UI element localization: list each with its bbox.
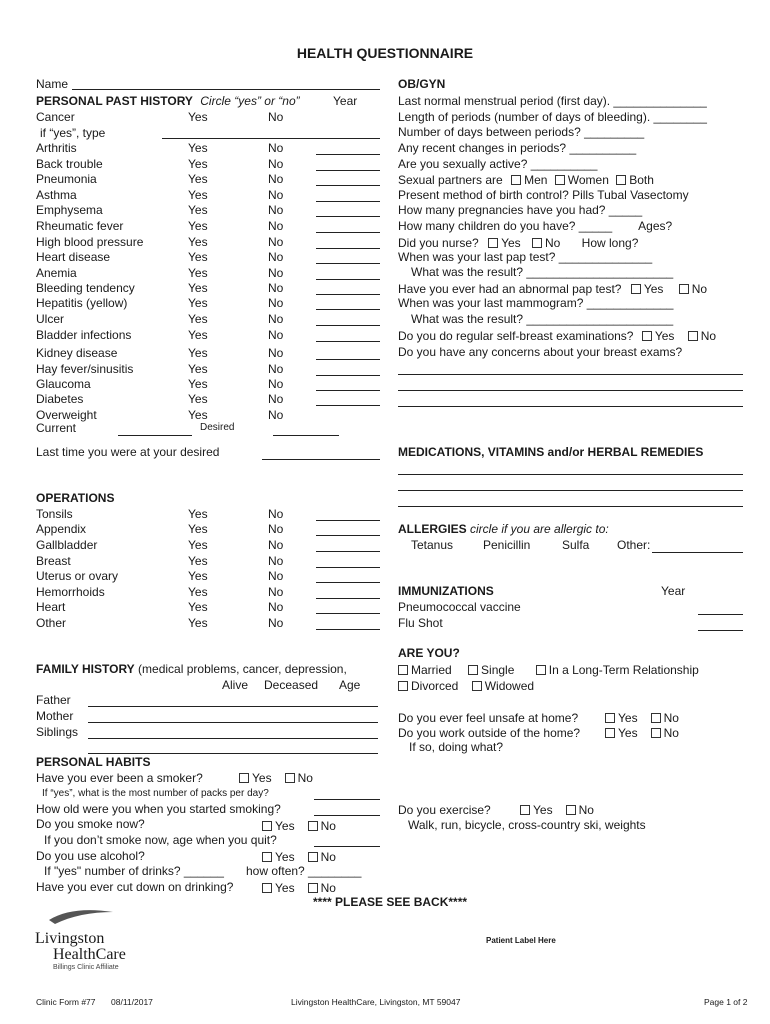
operation-item-2-label: Gallbladder (36, 538, 98, 552)
history-item-17-year-field[interactable] (316, 405, 380, 406)
started-field[interactable] (314, 815, 380, 816)
operation-item-0-yes[interactable]: Yes (188, 507, 208, 521)
exercise-no-checkbox[interactable] (566, 805, 576, 815)
livingston-healthcare-logo (35, 906, 145, 976)
nurse-question: Did you nurse? (398, 236, 479, 250)
logo-line2: HealthCare (53, 946, 126, 963)
medications-line-3[interactable] (398, 506, 743, 507)
cut-down-question: Have you ever cut down on drinking? (36, 880, 234, 894)
widowed-checkbox[interactable] (472, 681, 482, 691)
operation-item-7-yes[interactable]: Yes (188, 616, 208, 630)
history-item-13-label: Bladder infections (36, 328, 132, 342)
history-item-13-no[interactable]: No (268, 328, 284, 342)
history-item-17-no[interactable]: No (268, 392, 284, 406)
current-label: Current (36, 421, 77, 435)
history-item-17-label: Diabetes (36, 392, 84, 406)
operation-item-3-yes[interactable]: Yes (188, 554, 208, 568)
history-item-2-label: Back trouble (36, 157, 103, 171)
history-item-11-year-field[interactable] (316, 309, 380, 310)
immunization-flu: Flu Shot (398, 616, 443, 630)
operation-item-0-label: Tonsils (36, 507, 73, 521)
birth-control-question: Present method of birth control? Pills Tubal Vasectomy (398, 188, 689, 202)
allergies-note: circle if you are allergic to: (470, 522, 609, 536)
pap-result: What was the result? ______________________ (411, 265, 674, 279)
logo-swoosh-icon (47, 906, 117, 926)
children-question: How many children do you have? _____ Ages? (398, 219, 673, 233)
concerns-line-1[interactable] (398, 374, 743, 375)
work-yes-checkbox[interactable] (605, 728, 615, 738)
how-long-label: How long? (581, 236, 639, 250)
work-question: Do you work outside of the home? (398, 726, 581, 740)
abnormal-pap-yes-checkbox[interactable] (631, 284, 641, 294)
history-item-16-year-field[interactable] (316, 390, 380, 391)
operation-item-7-no[interactable]: No (268, 616, 284, 630)
history-item-8-no[interactable]: No (268, 250, 284, 264)
cut-down-yes-checkbox[interactable] (262, 883, 272, 893)
history-item-1-yes[interactable]: Yes (188, 141, 208, 155)
immunizations-heading: IMMUNIZATIONS (398, 584, 494, 598)
siblings-field[interactable] (88, 738, 378, 739)
history-item-5-label: Emphysema (36, 203, 103, 217)
medications-line-1[interactable] (398, 474, 743, 475)
operation-item-3-year-field[interactable] (316, 567, 380, 568)
history-item-17-yes[interactable]: Yes (188, 392, 208, 406)
history-item-7-yes[interactable]: Yes (188, 235, 208, 249)
mother-field[interactable] (88, 722, 378, 723)
pregnancies-question: How many pregnancies have you had? _____ (398, 203, 643, 217)
name-field[interactable] (72, 89, 380, 90)
history-item-7-year-field[interactable] (316, 248, 380, 249)
exercise-examples: Walk, run, bicycle, cross-country ski, weights (408, 818, 646, 832)
history-item-1-year-field[interactable] (316, 154, 380, 155)
history-item-2-year-field[interactable] (316, 170, 380, 171)
operation-item-4-year-field[interactable] (316, 582, 380, 583)
history-item-4-no[interactable]: No (268, 188, 284, 202)
operation-item-7-year-field[interactable] (316, 629, 380, 630)
operation-item-3-no[interactable]: No (268, 554, 284, 568)
operation-item-1-label: Appendix (36, 522, 87, 536)
exercise-question: Do you exercise? (398, 803, 491, 817)
operation-item-2-year-field[interactable] (316, 551, 380, 552)
pap-question: When was your last pap test? ______________ (398, 250, 653, 264)
patient-label: Patient Label Here (486, 936, 556, 945)
operation-item-1-year-field[interactable] (316, 535, 380, 536)
last-time-field[interactable] (262, 459, 380, 460)
smoker-no-checkbox[interactable] (285, 773, 295, 783)
footer-address: Livingston HealthCare, Livingston, MT 59047 (291, 997, 461, 1007)
history-item-4-yes[interactable]: Yes (188, 188, 208, 202)
alcohol-question: Do you use alcohol? (36, 849, 145, 863)
quit-field[interactable] (314, 846, 380, 847)
operation-item-5-no[interactable]: No (268, 585, 284, 599)
concerns-line-2[interactable] (398, 390, 743, 391)
quit-question: If you don’t smoke now, age when you quit? (44, 833, 277, 847)
alcohol-yes-checkbox[interactable] (262, 852, 272, 862)
allergy-penicillin[interactable]: Penicillin (483, 538, 531, 552)
operation-item-1-no[interactable]: No (268, 522, 284, 536)
history-item-6-no[interactable]: No (268, 219, 284, 233)
medications-line-2[interactable] (398, 490, 743, 491)
are-you-heading: ARE YOU? (398, 646, 460, 660)
operation-item-2-no[interactable]: No (268, 538, 284, 552)
married-checkbox[interactable] (398, 665, 408, 675)
history-item-15-no[interactable]: No (268, 362, 284, 376)
habits-heading: PERSONAL HABITS (36, 755, 151, 769)
self-exam-question: Do you do regular self-breast examinations? (398, 329, 634, 343)
operation-item-4-label: Uterus or ovary (36, 569, 119, 583)
history-item-6-yes[interactable]: Yes (188, 219, 208, 233)
operation-item-0-no[interactable]: No (268, 507, 284, 521)
cancer-type-field[interactable] (162, 138, 380, 139)
history-item-10-no[interactable]: No (268, 281, 284, 295)
sexually-active-question: Are you sexually active? __________ (398, 157, 598, 171)
partners-both-checkbox[interactable] (616, 175, 626, 185)
divorced-checkbox[interactable] (398, 681, 408, 691)
unsafe-yes-checkbox[interactable] (605, 713, 615, 723)
history-item-5-year-field[interactable] (316, 216, 380, 217)
partners-label: Sexual partners are (398, 173, 503, 187)
immunizations-year-header: Year (661, 584, 686, 598)
partners-men-checkbox[interactable] (511, 175, 521, 185)
col-alive: Alive (222, 678, 249, 692)
long-term-checkbox[interactable] (536, 665, 546, 675)
pneumococcal-year-field[interactable] (698, 614, 743, 615)
partners-women-checkbox[interactable] (555, 175, 565, 185)
please-see-back: **** PLEASE SEE BACK**** (313, 895, 468, 909)
history-item-9-label: Anemia (36, 266, 77, 280)
allergies-heading: ALLERGIES (398, 522, 467, 536)
logo-line1: Livingston (35, 930, 105, 947)
siblings-field-2[interactable] (88, 753, 378, 754)
past-history-heading: PERSONAL PAST HISTORY (36, 94, 193, 108)
operation-item-2-yes[interactable]: Yes (188, 538, 208, 552)
operation-item-6-year-field[interactable] (316, 613, 380, 614)
history-item-12-no[interactable]: No (268, 312, 284, 326)
footer-page: Page 1 of 2 (704, 997, 748, 1007)
work-no-checkbox[interactable] (651, 728, 661, 738)
history-item-1-no[interactable]: No (268, 141, 284, 155)
history-item-0-yes[interactable]: Yes (188, 110, 208, 124)
packs-field[interactable] (314, 799, 380, 800)
history-item-6-year-field[interactable] (316, 232, 380, 233)
history-item-10-label: Bleeding tendency (36, 281, 135, 295)
history-item-12-year-field[interactable] (316, 325, 380, 326)
history-item-9-yes[interactable]: Yes (188, 266, 208, 280)
unsafe-no-checkbox[interactable] (651, 713, 661, 723)
smoker-yes-checkbox[interactable] (239, 773, 249, 783)
mammogram-question: When was your last mammogram? _____________ (398, 296, 674, 310)
history-item-2-no[interactable]: No (268, 157, 284, 171)
operation-item-7-label: Other (36, 616, 67, 630)
history-item-8-yes[interactable]: Yes (188, 250, 208, 264)
father-field[interactable] (88, 706, 378, 707)
smoke-now-yes-checkbox[interactable] (262, 821, 272, 831)
self-exam-no-checkbox[interactable] (688, 331, 698, 341)
if-so-question: If so, doing what? (409, 740, 504, 754)
history-item-12-yes[interactable]: Yes (188, 312, 208, 326)
history-item-5-yes[interactable]: Yes (188, 203, 208, 217)
history-item-5-no[interactable]: No (268, 203, 284, 217)
operation-item-4-yes[interactable]: Yes (188, 569, 208, 583)
history-item-6-label: Rheumatic fever (36, 219, 124, 233)
desired-label: Desired (200, 422, 235, 433)
last-time-label: Last time you were at your desired (36, 445, 220, 459)
immunization-pneumococcal: Pneumococcal vaccine (398, 600, 521, 614)
history-item-10-year-field[interactable] (316, 294, 380, 295)
history-item-9-year-field[interactable] (316, 279, 380, 280)
history-item-13-yes[interactable]: Yes (188, 328, 208, 342)
family-history-note: (medical problems, cancer, depression, (138, 662, 347, 676)
history-item-16-yes[interactable]: Yes (188, 377, 208, 391)
cancer-type-label: if “yes”, type (40, 126, 106, 140)
history-item-3-no[interactable]: No (268, 172, 284, 186)
history-item-15-label: Hay fever/sinusitis (36, 362, 134, 376)
obgyn-heading: OB/GYN (398, 77, 446, 91)
operation-item-6-no[interactable]: No (268, 600, 284, 614)
operation-item-5-label: Hemorrhoids (36, 585, 105, 599)
operation-item-1-yes[interactable]: Yes (188, 522, 208, 536)
exercise-yes-checkbox[interactable] (520, 805, 530, 815)
self-exam-yes-checkbox[interactable] (642, 331, 652, 341)
smoker-question: Have you ever been a smoker? (36, 771, 203, 785)
history-item-13-year-field[interactable] (316, 341, 380, 342)
started-question: How old were you when you started smoking? (36, 802, 281, 816)
history-item-11-label: Hepatitis (yellow) (36, 296, 128, 310)
alcohol-no-checkbox[interactable] (308, 852, 318, 862)
history-item-0-no[interactable]: No (268, 110, 284, 124)
how-often-label: how often? ________ (246, 864, 362, 878)
allergy-other[interactable]: Other: (617, 538, 651, 552)
history-item-15-yes[interactable]: Yes (188, 362, 208, 376)
family-row-father: Father (36, 693, 71, 707)
concerns-line-3[interactable] (398, 406, 743, 407)
operation-item-0-year-field[interactable] (316, 520, 380, 521)
menstrual-question: Last normal menstrual period (first day). ______________ (398, 94, 707, 108)
drinks-question: If "yes" number of drinks? ______ (44, 864, 224, 878)
history-item-4-year-field[interactable] (316, 201, 380, 202)
history-item-1-label: Arthritis (36, 141, 77, 155)
packs-question: If “yes”, what is the most number of packs per day? (42, 788, 269, 799)
smoke-now-question: Do you smoke now? (36, 817, 145, 831)
history-item-2-yes[interactable]: Yes (188, 157, 208, 171)
allergy-tetanus[interactable]: Tetanus (411, 538, 454, 552)
current-weight-field[interactable] (118, 435, 192, 436)
single-checkbox[interactable] (468, 665, 478, 675)
footer-date: 08/11/2017 (111, 997, 153, 1007)
history-item-9-no[interactable]: No (268, 266, 284, 280)
history-item-14-label: Kidney disease (36, 346, 118, 360)
allergy-sulfa[interactable]: Sulfa (562, 538, 590, 552)
days-between-question: Number of days between periods? _________ (398, 125, 645, 139)
operation-item-4-no[interactable]: No (268, 569, 284, 583)
abnormal-pap-question: Have you ever had an abnormal pap test? (398, 282, 622, 296)
nurse-no-checkbox[interactable] (532, 238, 542, 248)
operation-item-6-label: Heart (36, 600, 66, 614)
operation-item-5-year-field[interactable] (316, 598, 380, 599)
family-history-heading: FAMILY HISTORY (36, 662, 135, 676)
page-title: HEALTH QUESTIONNAIRE (296, 45, 474, 61)
history-item-11-yes[interactable]: Yes (188, 296, 208, 310)
past-history-instruction: Circle “yes” or “no” (200, 94, 300, 108)
operations-heading: OPERATIONS (36, 491, 115, 505)
history-item-8-year-field[interactable] (316, 263, 380, 264)
operation-item-6-yes[interactable]: Yes (188, 600, 208, 614)
recent-changes-question: Any recent changes in periods? __________ (398, 141, 637, 155)
history-item-18-label: Overweight (36, 408, 97, 422)
year-header: Year (333, 94, 358, 108)
history-item-3-yes[interactable]: Yes (188, 172, 208, 186)
history-item-11-no[interactable]: No (268, 296, 284, 310)
flu-year-field[interactable] (698, 630, 743, 631)
history-item-10-yes[interactable]: Yes (188, 281, 208, 295)
history-item-16-label: Glaucoma (36, 377, 91, 391)
family-row-siblings: Siblings (36, 725, 79, 739)
history-item-3-label: Pneumonia (36, 172, 97, 186)
smoke-now-no-checkbox[interactable] (308, 821, 318, 831)
history-item-14-no[interactable]: No (268, 346, 284, 360)
history-item-18-no[interactable]: No (268, 408, 284, 422)
concerns-question: Do you have any concerns about your breast exams? (398, 345, 683, 359)
nurse-yes-checkbox[interactable] (488, 238, 498, 248)
history-item-3-year-field[interactable] (316, 185, 380, 186)
unsafe-question: Do you ever feel unsafe at home? (398, 711, 579, 725)
history-item-15-year-field[interactable] (316, 375, 380, 376)
desired-weight-field[interactable] (273, 435, 339, 436)
operation-item-5-yes[interactable]: Yes (188, 585, 208, 599)
history-item-7-label: High blood pressure (36, 235, 144, 249)
history-item-12-label: Ulcer (36, 312, 65, 326)
history-item-16-no[interactable]: No (268, 377, 284, 391)
family-row-mother: Mother (36, 709, 74, 723)
history-item-0-label: Cancer (36, 110, 75, 124)
col-deceased: Deceased (264, 678, 319, 692)
history-item-14-yes[interactable]: Yes (188, 346, 208, 360)
medications-heading: MEDICATIONS, VITAMINS and/or HERBAL REMEDIES (398, 445, 704, 459)
logo-line3: Billings Clinic Affiliate (53, 964, 119, 971)
footer-form-number: Clinic Form #77 (36, 997, 96, 1007)
name-label: Name (36, 77, 69, 91)
history-item-7-no[interactable]: No (268, 235, 284, 249)
allergy-other-field[interactable] (652, 552, 743, 553)
col-age: Age (339, 678, 361, 692)
history-item-18-yes[interactable]: Yes (188, 408, 208, 422)
operation-item-3-label: Breast (36, 554, 71, 568)
cut-down-no-checkbox[interactable] (308, 883, 318, 893)
history-item-8-label: Heart disease (36, 250, 111, 264)
history-item-14-year-field[interactable] (316, 359, 380, 360)
history-item-4-label: Asthma (36, 188, 77, 202)
mammogram-result: What was the result? ______________________ (411, 312, 674, 326)
abnormal-pap-no-checkbox[interactable] (679, 284, 689, 294)
period-length-question: Length of periods (number of days of bleeding). ________ (398, 110, 707, 124)
